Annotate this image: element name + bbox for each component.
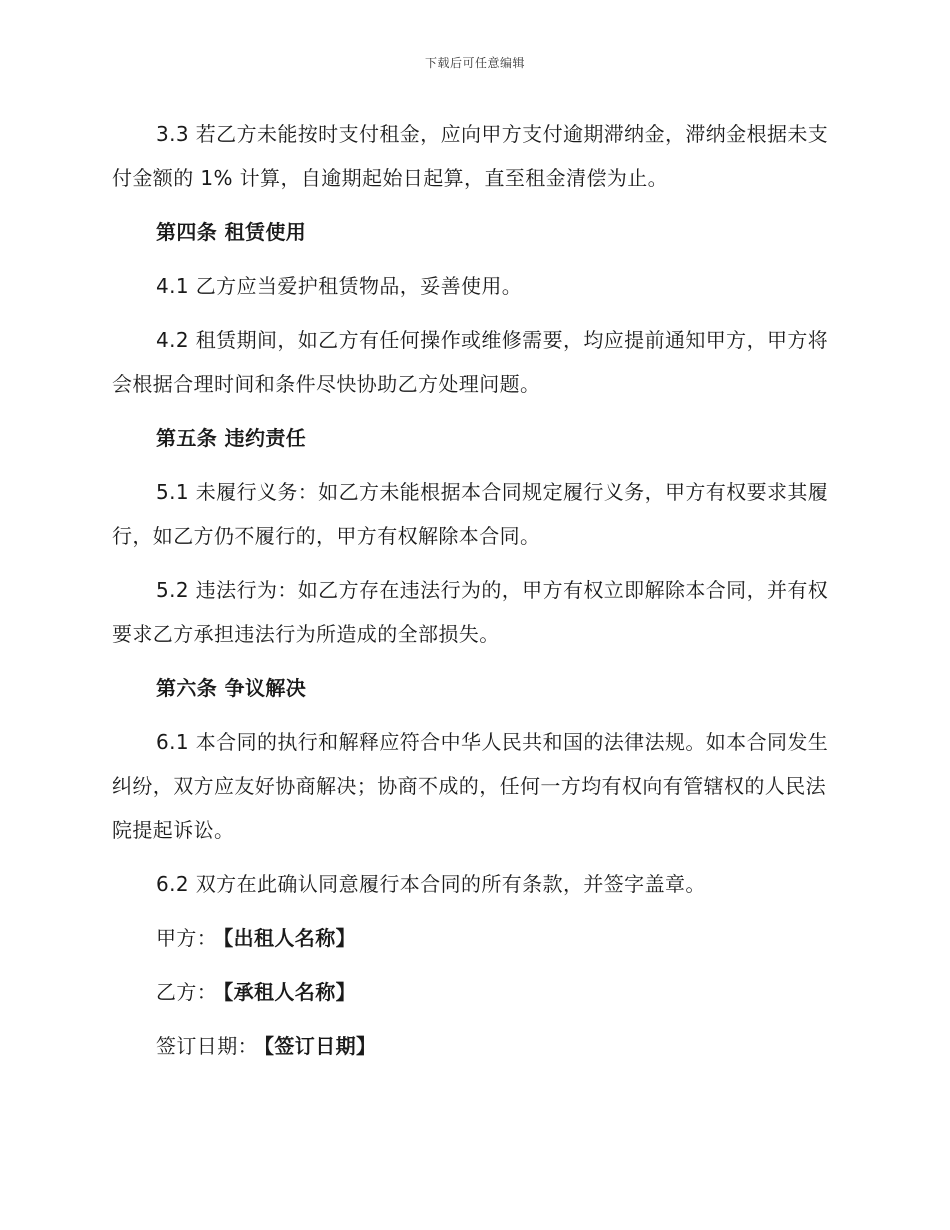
party-a-value: 【出租人名称】: [223, 926, 357, 950]
signing-date-value: 【签订日期】: [264, 1034, 377, 1058]
clause-4-1: 4.1 乙方应当爱护租赁物品，妥善使用。: [156, 274, 523, 298]
party-a-line: [112, 916, 832, 960]
document-body: [112, 112, 832, 1078]
clause-6-1: 6.1 本合同的执行和解释应符合中华人民共和国的法律法规。如本合同发生纠纷，双方应友好协商解决；协商不成的，任何一方均有权向有管辖权的人民法院提起诉讼。: [112, 730, 829, 842]
party-b-line: [112, 970, 832, 1014]
clause-6-2: 6.2 双方在此确认同意履行本合同的所有条款，并签字盖章。: [156, 872, 706, 896]
header-note: 下载后可任意编辑: [424, 56, 525, 70]
clause-5-2: 5.2 违法行为：如乙方存在违法行为的，甲方有权立即解除本合同，并有权要求乙方承担违法行为所造成的全部损失。: [112, 578, 829, 646]
clause-3-3: 3.3 若乙方未能按时支付租金，应向甲方支付逾期滞纳金，滞纳金根据未支付金额的 1% 计算，自逾期起始日起算，直至租金清偿为止。: [112, 122, 829, 190]
article-4-heading: 第四条 租赁使用: [156, 220, 307, 244]
party-b-label: 乙方：: [156, 980, 218, 1004]
article-6-heading: 第六条 争议解决: [156, 676, 307, 700]
signing-date-label: 签订日期：: [156, 1034, 258, 1058]
party-a-label: 甲方：: [156, 926, 218, 950]
signing-date-line: [112, 1024, 832, 1068]
clause-4-2: 4.2 租赁期间，如乙方有任何操作或维修需要，均应提前通知甲方，甲方将会根据合理时间和条件尽快协助乙方处理问题。: [112, 328, 829, 396]
clause-5-1: 5.1 未履行义务：如乙方未能根据本合同规定履行义务，甲方有权要求其履行，如乙方仍不履行的，甲方有权解除本合同。: [112, 480, 829, 548]
party-b-value: 【承租人名称】: [223, 980, 357, 1004]
article-5-heading: 第五条 违约责任: [156, 426, 307, 450]
